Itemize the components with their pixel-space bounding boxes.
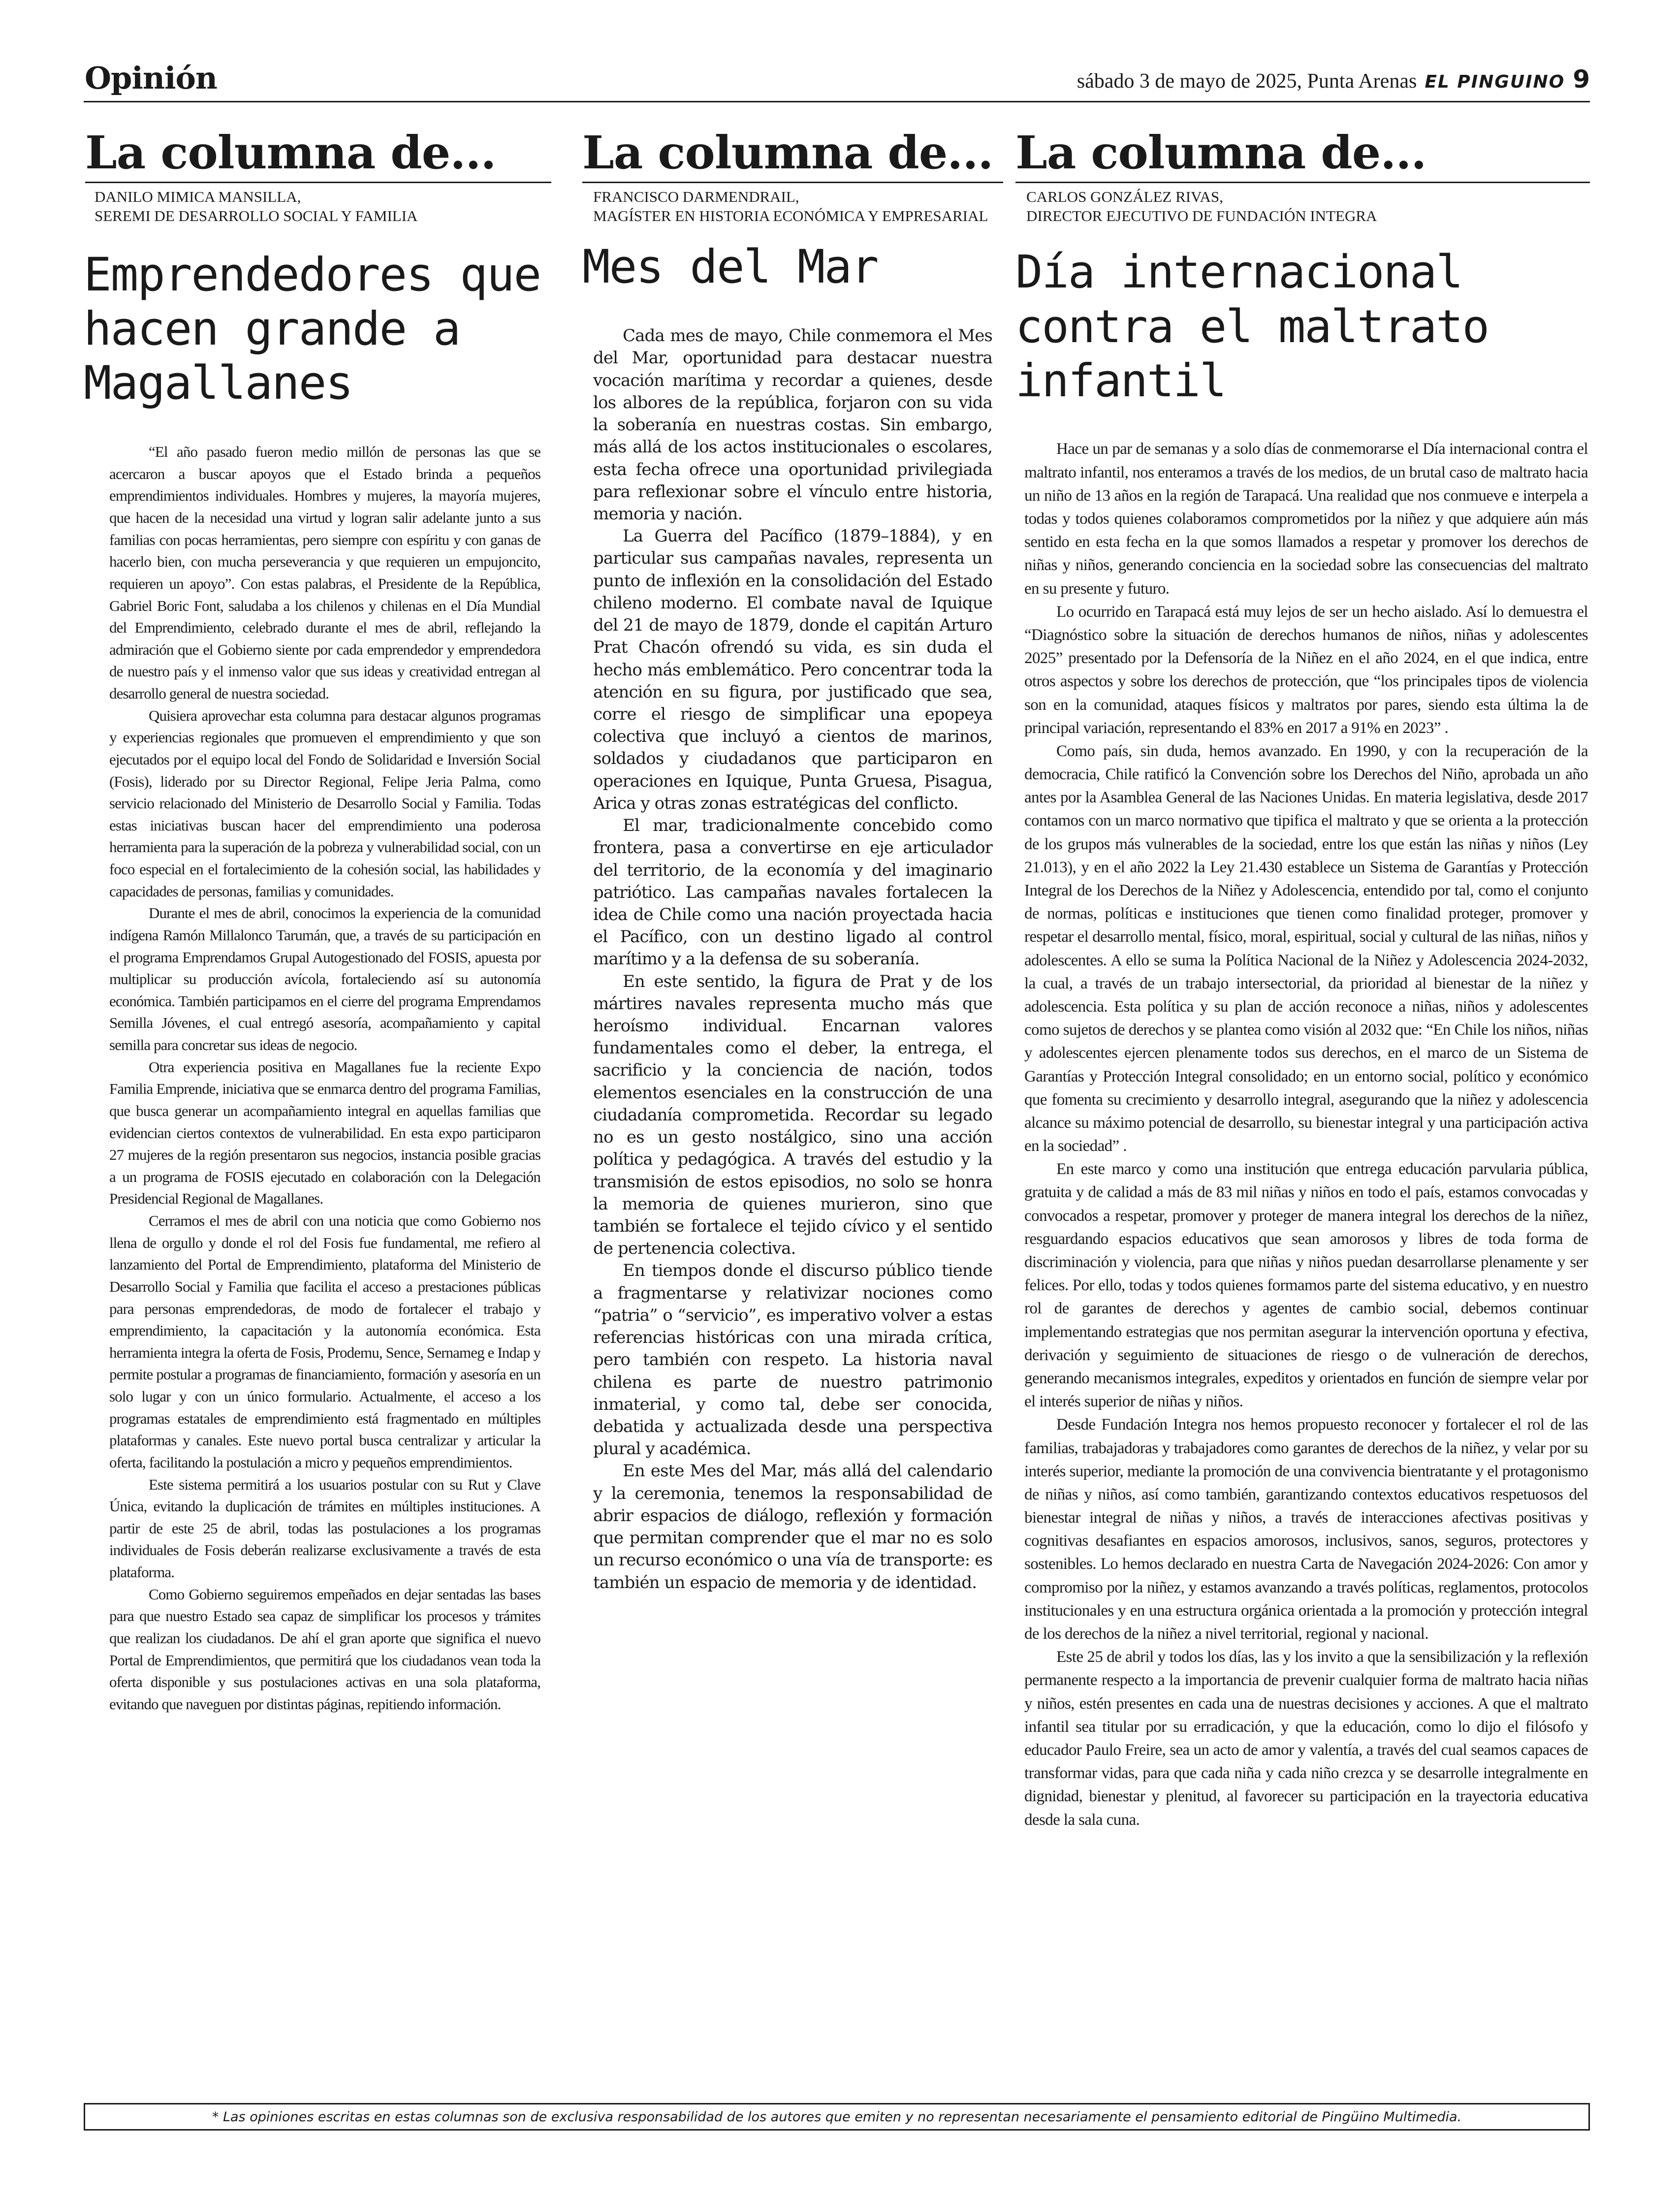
column-kicker: La columna de...: [1015, 128, 1590, 183]
column-author: [593, 187, 1003, 225]
author-role: MAGÍSTER EN HISTORIA ECONÓMICA Y EMPRESARIAL: [593, 207, 988, 225]
body-paragraph: La Guerra del Pacífico (1879–1884), y en particular sus campañas navales, representa un punto de inflexión en la consolidación del Estado chileno moderno. El combate naval de Iquique del 21 de mayo de 1879, donde el capitán Arturo Prat Chacón ofrendó su vida, es sin duda el hecho más emblemático. Pero concentrar toda la atención en su figura, por justificado que sea, corre el riesgo de simplificar una epopeya colectiva que incluyó a cientos de marinos, soldados y ciudadanos que participaron en operaciones en Iquique, Punta Gruesa, Pisagua, Arica y otras zonas estratégicas del conflicto.: [593, 526, 992, 813]
body-paragraph: Cerramos el mes de abril con una noticia que como Gobierno nos llena de orgullo y donde el rol del Fosis fue fundamental, me refiero al lanzamiento del Portal de Emprendimiento, plataforma del Ministerio de Desarrollo Social y Familia que facilita el acceso a prestaciones públicas para personas emprendedoras, de modo de fortalecer el trabajo y emprendimiento, la capacitación y la autonomía económica. Esta herramienta integra la oferta de Fosis, Prodemu, Sence, Sernameg e Indap y permite postular a programas de financiamiento, formación y asesoría en un solo lugar y con un único formulario. Actualmente, el acceso a los programas estatales de emprendimiento está fragmentado en múltiples plataformas y canales. Este nuevo portal busca centralizar y articular la oferta, facilitando la postulación a micro y pequeños emprendimientos.: [109, 1212, 540, 1471]
body-paragraph: Otra experiencia positiva en Magallanes fue la reciente Expo Familia Emprende, iniciativa que se enmarca dentro del programa Familias, que busca generar un acompañamiento integral en aquellas familias que evidencian ciertos contextos de vulnerabilidad. En esta expo participaron 27 mujeres de la región presentaron sus negocios, instancia posible gracias a un programa de FOSIS ejecutado en colaboración con la Delegación Presidencial Regional de Magallanes.: [109, 1058, 540, 1208]
body-paragraph: Quisiera aprovechar esta columna para destacar algunos programas y experiencias regionales que promueven el emprendimiento y que son ejecutados por el equipo local del Fondo de Solidaridad e Inversión Social (Fosis), liderado por su Director Regional, Felipe Jeria Palma, como servicio relacionado del Ministerio de Desarrollo Social y Familia. Todas estas iniciativas buscan hacer del emprendimiento una poderosa herramienta para la superación de la pobreza y vulnerabilidad social, con un foco especial en el fortalecimiento de la cohesión social, las habilidades y capacidades de personas, familias y comunidades.: [109, 706, 540, 900]
body-paragraph: En este sentido, la figura de Prat y de los mártires navales representa mucho más que heroísmo individual. Encarnan valores fundamentales como el deber, la entrega, el sacrificio y la conciencia de nación, todos elementos esenciales en la construcción de una ciudadanía comprometida. Recordar su legado no es un gesto nostálgico, sino una acción política y pedagógica. A través del estudio y la transmisión de estos episodios, no solo se honra la memoria de quienes murieron, sino que también se fortalece el tejido cívico y el sentido de pertenencia colectiva.: [593, 971, 992, 1259]
body-paragraph: Como Gobierno seguiremos empeñados en dejar sentadas las bases para que nuestro Estado sea capaz de simplificar los procesos y trámites que realizan los ciudadanos. De ahí el gran aporte que significa el nuevo Portal de Emprendimientos, que permitirá que los ciudadanos vean toda la oferta disponible y sus postulaciones activas en una sola plataforma, evitando que naveguen por distintas páginas, repitiendo información.: [109, 1585, 540, 1713]
author-role: SEREMI DE DESARROLLO SOCIAL Y FAMILIA: [95, 207, 418, 225]
body-paragraph: En este marco y como una institución que entrega educación parvularia pública, gratuita y de calidad a más de 83 mil niñas y niños en todo el país, estamos convocadas y convocados a respetar, promover y proteger de manera integral los derechos de la niñez, resguardando espacios educativos que sean amorosos y libres de toda forma de discriminación y violencia, para que niñas y niños puedan desarrollarse plenamente y ser felices. Por ello, todas y todos quienes formamos parte del sistema educativo, y en nuestro rol de garantes de derechos y agentes de cambio social, debemos continuar implementando estrategias que nos permitan asegurar la intervención oportuna y efectiva, derivación y seguimiento de situaciones de riesgo o de vulneración de derechos, generando mecanismos integrales, expeditos y orientados en función de siempre velar por el interés superior de niñas y niños.: [1024, 1160, 1588, 1411]
column-author: [1026, 187, 1590, 225]
body-paragraph: Este sistema permitirá a los usuarios postular con su Rut y Clave Única, evitando la duplicación de trámites en múltiples instituciones. A partir de este 25 de abril, todas las postulaciones a los programas individuales de Fosis deberán realizarse exclusivamente a través de esta plataforma.: [109, 1475, 540, 1581]
column-title: Emprendedores que hacen grande a Magallanes: [84, 248, 541, 411]
opinion-column: [582, 128, 1003, 1594]
column-body: [1015, 438, 1590, 1831]
author-name: CARLOS GONZÁLEZ RIVAS,: [1026, 188, 1223, 206]
body-paragraph: Como país, sin duda, hemos avanzado. En 1990, y con la recuperación de la democracia, Chile ratificó la Convención sobre los Derechos del Niño, aprobada un año antes por la Asamblea General de las Naciones Unidas. En materia legislativa, desde 2017 contamos con un marco normativo que tipifica el maltrato y que se orienta a la protección de los grupos más vulnerables de la sociedad, entre los que están las niñas y niños (Ley 21.013), y en el año 2022 la Ley 21.430 establece un Sistema de Garantías y Protección Integral de los Derechos de la Niñez y Adolescencia, entendido por tal, como el conjunto de normas, políticas e instituciones que tienen como finalidad proteger, promover y respetar el desarrollo mental, físico, moral, espiritual, social y cultural de las niñas, niños y adolescentes. A ello se suma la Política Nacional de la Niñez y Adolescencia 2024-2032, la cual, a través de un trabajo intersectorial, da prioridad al bienestar de la niñez y adolescencia. Esta política y su plan de acción reconoce a niñas, niños y adolescentes como sujetos de derechos y se plantea como visión al 2032 que: “En Chile los niños, niñas y adolescentes ejercen plenamente todos sus derechos, en el marco de un Sistema de Garantías y Protección Integral consolidado; en un entorno social, político y económico que fomenta su crecimiento y desarrollo integral, asegurando que la niñez y adolescencia alcance su máximo potencial de desarrollo, su bienestar integral y una participación activa en la sociedad” .: [1024, 742, 1588, 1155]
column-author: [95, 187, 551, 225]
newspaper-brand: EL PINGUINO: [1425, 72, 1565, 92]
author-name: DANILO MIMICA MANSILLA,: [95, 188, 301, 206]
body-paragraph: El mar, tradicionalmente concebido como frontera, pasa a convertirse en eje articulador del territorio, de la economía y del imaginario patriótico. Las campañas navales fortalecen la idea de Chile como una nación proyectada hacia el Pacífico, con un destino ligado al control marítimo y a la defensa de su soberanía.: [593, 816, 992, 969]
body-paragraph: Lo ocurrido en Tarapacá está muy lejos de ser un hecho aislado. Así lo demuestra el “Diagnóstico sobre la situación de derechos humanos de niños, niñas y adolescentes 2025” presentado por la Defensoría de la Niñez en el año 2024, en el que indica, entre otros aspectos y sobre los derechos de protección, que “los principales tipos de violencia son en la comunidad, ataques físicos y maltratos por pares, siendo esta última la de principal variación, representando el 83% en 2017 a 91% en 2023” .: [1024, 603, 1588, 737]
author-role: DIRECTOR EJECUTIVO DE FUNDACIÓN INTEGRA: [1026, 207, 1377, 225]
header-meta: [1077, 65, 1590, 94]
body-paragraph: Hace un par de semanas y a solo días de conmemorarse el Día internacional contra el maltrato infantil, nos enteramos a través de los medios, de un brutal caso de maltrato hacia un niño de 13 años en la región de Tarapacá. Una realidad que nos conmueve e interpela a todas y todos quienes colaboramos comprometidos por la niñez y que adquiere aún más sentido en esta fecha en la que somos llamados a respetar y promover los derechos de niñas y niños, generando conciencia en la sociedad sobre las consecuencias del maltrato en su presente y futuro.: [1024, 440, 1588, 598]
column-kicker: La columna de...: [85, 128, 551, 183]
column-title: Mes del Mar: [582, 240, 878, 294]
column-kicker: La columna de...: [582, 128, 1003, 183]
page-number: 9: [1573, 65, 1590, 94]
column-title: Día internacional contra el maltrato infantil: [1015, 246, 1489, 408]
editorial-disclaimer: * Las opiniones escritas en estas columnas son de exclusiva responsabilidad de los autores que emiten y no representan necesariamente el pensamiento editorial de Pingüino Multimedia.: [84, 2103, 1590, 2131]
author-name: FRANCISCO DARMENDRAIL,: [593, 188, 799, 206]
page-header: [84, 58, 1590, 102]
body-paragraph: En tiempos donde el discurso público tiende a fragmentarse y relativizar nociones como “patria” o “servicio”, es imperativo volver a estas referencias históricas con una mirada crítica, pero también con respeto. La historia naval chilena es parte de nuestro patrimonio inmaterial, y como tal, debe ser conocida, debatida y actualizada desde una perspectiva plural y académica.: [593, 1261, 992, 1459]
opinion-column: [1015, 128, 1590, 1832]
body-paragraph: Desde Fundación Integra nos hemos propuesto reconocer y fortalecer el rol de las familias, trabajadoras y trabajadores como garantes de derechos de la niñez, y velar por su interés superior, mediante la promoción de una convivencia bientratante y el protagonismo de niñas y niños, así como también, garantizando contextos educativos respetuosos del bienestar integral de niñas y niños, a través de interacciones afectivas positivas y cognitivas desafiantes en espacios amorosos, inclusivos, sanos, seguros, protectores y sostenibles. Lo hemos declarado en nuestra Carta de Navegación 2024-2026: Con amor y compromiso por la niñez, y estamos avanzando a través políticas, reglamentos, protocolos institucionales y en una estructura orgánica orientada a la promoción y protección integral de los derechos de la niñez a nivel territorial, regional y nacional.: [1024, 1416, 1588, 1643]
section-label: Opinión: [85, 60, 217, 96]
body-paragraph: Cada mes de mayo, Chile conmemora el Mes del Mar, oportunidad para destacar nuestra vocación marítima y recordar a quienes, desde los albores de la república, forjaron con su vida la soberanía en nuestras costas. Sin embargo, más allá de los actos institucionales o escolares, esta fecha ofrece una oportunidad privilegiada para reflexionar sobre el vínculo entre historia, memoria y nación.: [593, 326, 992, 524]
column-body: [84, 441, 551, 1715]
body-paragraph: En este Mes del Mar, más allá del calendario y la ceremonia, tenemos la responsabilidad de abrir espacios de diálogo, reflexión y formación que permitan comprender que el mar no es solo un recurso económico o una vía de transporte: es también un espacio de memoria y de identidad.: [593, 1461, 992, 1593]
column-body: [582, 325, 1003, 1593]
body-paragraph: Durante el mes de abril, conocimos la experiencia de la comunidad indígena Ramón Millalonco Tarumán, que, a través de su participación en el programa Emprendamos Grupal Autogestionado del FOSIS, apuesta por multiplicar su producción avícola, fortaleciendo así su autonomía económica. También participamos en el cierre del programa Emprendamos Semilla Jóvenes, el cual entregó asesoría, acompañamiento y capital semilla para concretar sus ideas de negocio.: [109, 904, 540, 1054]
opinion-column: [84, 128, 551, 1715]
publication-date: sábado 3 de mayo de 2025, Punta Arenas: [1077, 70, 1417, 93]
body-paragraph: “El año pasado fueron medio millón de personas las que se acercaron a buscar apoyos que el Estado brinda a pequeños emprendimientos individuales. Hombres y mujeres, la mayoría mujeres, que hacen de la necesidad una virtud y logran salir adelante junto a sus familias con pocas herramientas, pero siempre con espíritu y con ganas de hacerlo bien, con mucha perseverancia y que requieren un empujoncito, requieren un apoyo”. Con estas palabras, el Presidente de la República, Gabriel Boric Font, saludaba a los chilenos y chilenas en el Día Mundial del Emprendimiento, celebrado durante el mes de abril, reflejando la admiración que el Gobierno siente por cada emprendedor y emprendedora de nuestro país y el inmenso valor que sus ideas y creatividad entregan al desarrollo general de nuestra sociedad.: [109, 443, 540, 702]
body-paragraph: Este 25 de abril y todos los días, las y los invito a que la sensibilización y la reflexión permanente respecto a la importancia de prevenir cualquier forma de maltrato hacia niñas y niños, estén presentes en cada una de nuestras decisiones y acciones. A que el maltrato infantil sea titular por su erradicación, y que la educación, como lo dijo el filósofo y educador Paulo Freire, sea un acto de amor y valentía, a través del cual seamos capaces de transformar vidas, para que cada niña y cada niño crezca y se desarrolle integralmente en dignidad, bienestar y plenitud, al favorecer su participación en la trayectoria educativa desde la sala cuna.: [1024, 1648, 1588, 1829]
